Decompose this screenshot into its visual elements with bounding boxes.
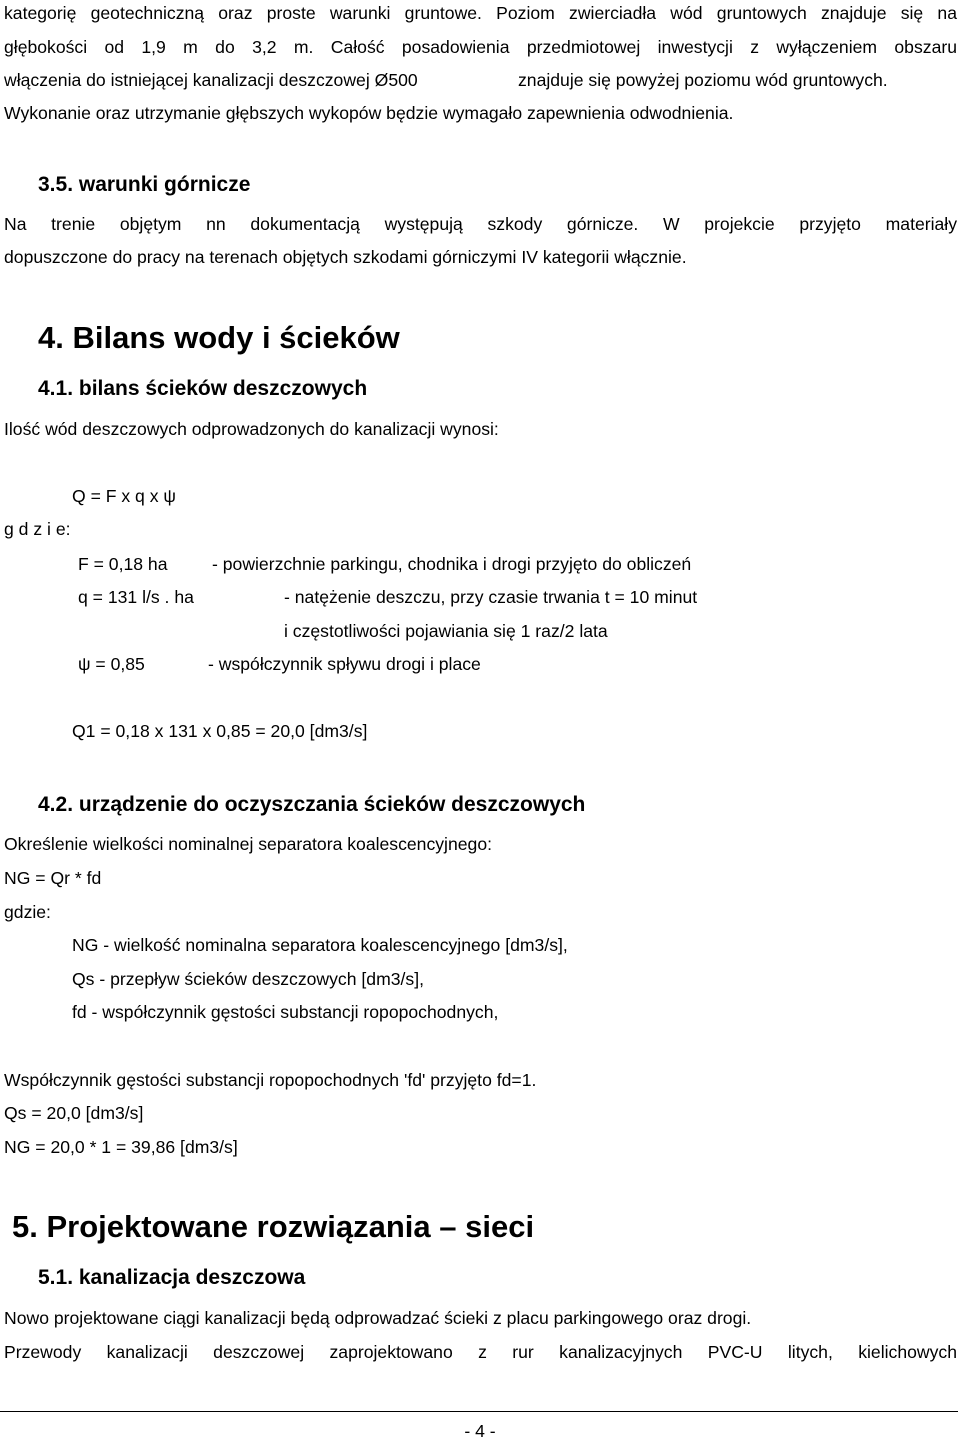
footer-divider: [0, 1411, 958, 1412]
definition-description: - natężenie deszczu, przy czasie trwania t = 10 minut: [284, 587, 698, 607]
paragraph-line: Ilość wód deszczowych odprowadzonych do kanalizacji wynosi:: [4, 419, 499, 439]
section-heading-5: 5. Projektowane rozwiązania – sieci: [12, 1209, 535, 1244]
paragraph-line: głębokości od 1,9 m do 3,2 m. Całość posadowienia przedmiotowej inwestycji z wyłączeniem obszaru: [4, 37, 957, 57]
paragraph-line: Współczynnik gęstości substancji ropopochodnych 'fd' przyjęto fd=1.: [4, 1070, 537, 1090]
definition-symbol: ψ = 0,85: [78, 654, 145, 674]
calculation-result: Q1 = 0,18 x 131 x 0,85 = 20,0 [dm3/s]: [72, 721, 368, 741]
paragraph-line: NG = 20,0 * 1 = 39,86 [dm3/s]: [4, 1137, 238, 1157]
paragraph-line: znajduje się powyżej poziomu wód gruntowych.: [518, 70, 888, 90]
definition-symbol: F = 0,18 ha: [78, 554, 168, 574]
where-label: gdzie:: [4, 902, 51, 922]
definition-line: NG - wielkość nominalna separatora koalescencyjnego [dm3/s],: [72, 935, 568, 955]
definition-line: Qs - przepływ ścieków deszczowych [dm3/s],: [72, 969, 424, 989]
definition-description: - powierzchnie parkingu, chodnika i drogi przyjęto do obliczeń: [212, 554, 692, 574]
formula: Q = F x q x ψ: [72, 486, 176, 506]
section-heading-4-2: 4.2. urządzenie do oczyszczania ścieków deszczowych: [38, 793, 586, 816]
page-number: - 4 -: [464, 1421, 496, 1441]
section-heading-4: 4. Bilans wody i ścieków: [38, 320, 400, 355]
paragraph-line: Nowo projektowane ciągi kanalizacji będą odprowadzać ścieki z placu parkingowego oraz drogi.: [4, 1308, 752, 1328]
where-label: g d z i e:: [4, 519, 71, 539]
section-heading-4-1: 4.1. bilans ścieków deszczowych: [38, 377, 368, 400]
paragraph-line: Na trenie objętym nn dokumentacją występują szkody górnicze. W projekcie przyjęto materiały: [4, 214, 957, 234]
paragraph-line: włączenia do istniejącej kanalizacji deszczowej Ø500: [4, 70, 418, 90]
definition-symbol: q = 131 l/s . ha: [78, 587, 194, 607]
definition-line: fd - współczynnik gęstości substancji ropopochodnych,: [72, 1002, 499, 1022]
section-heading-5-1: 5.1. kanalizacja deszczowa: [38, 1266, 306, 1289]
paragraph-line: Przewody kanalizacji deszczowej zaprojektowano z rur kanalizacyjnych PVC-U litych, kielichowych: [4, 1342, 957, 1362]
definition-description: - współczynnik spływu drogi i place: [208, 654, 481, 674]
paragraph-line: Qs = 20,0 [dm3/s]: [4, 1103, 144, 1123]
definition-description: i częstotliwości pojawiania się 1 raz/2 lata: [284, 621, 608, 641]
paragraph-line: kategorię geotechniczną oraz proste warunki gruntowe. Poziom zwierciadła wód gruntowych znajduje się na: [4, 3, 957, 23]
section-heading-3-5: 3.5. warunki górnicze: [38, 173, 251, 196]
paragraph-line: Wykonanie oraz utrzymanie głębszych wykopów będzie wymagało zapewnienia odwodnienia.: [4, 103, 734, 123]
paragraph-line: Określenie wielkości nominalnej separatora koalescencyjnego:: [4, 834, 492, 854]
paragraph-line: dopuszczone do pracy na terenach objętych szkodami górniczymi IV kategorii włącznie.: [4, 247, 687, 267]
formula: NG = Qr * fd: [4, 868, 102, 888]
